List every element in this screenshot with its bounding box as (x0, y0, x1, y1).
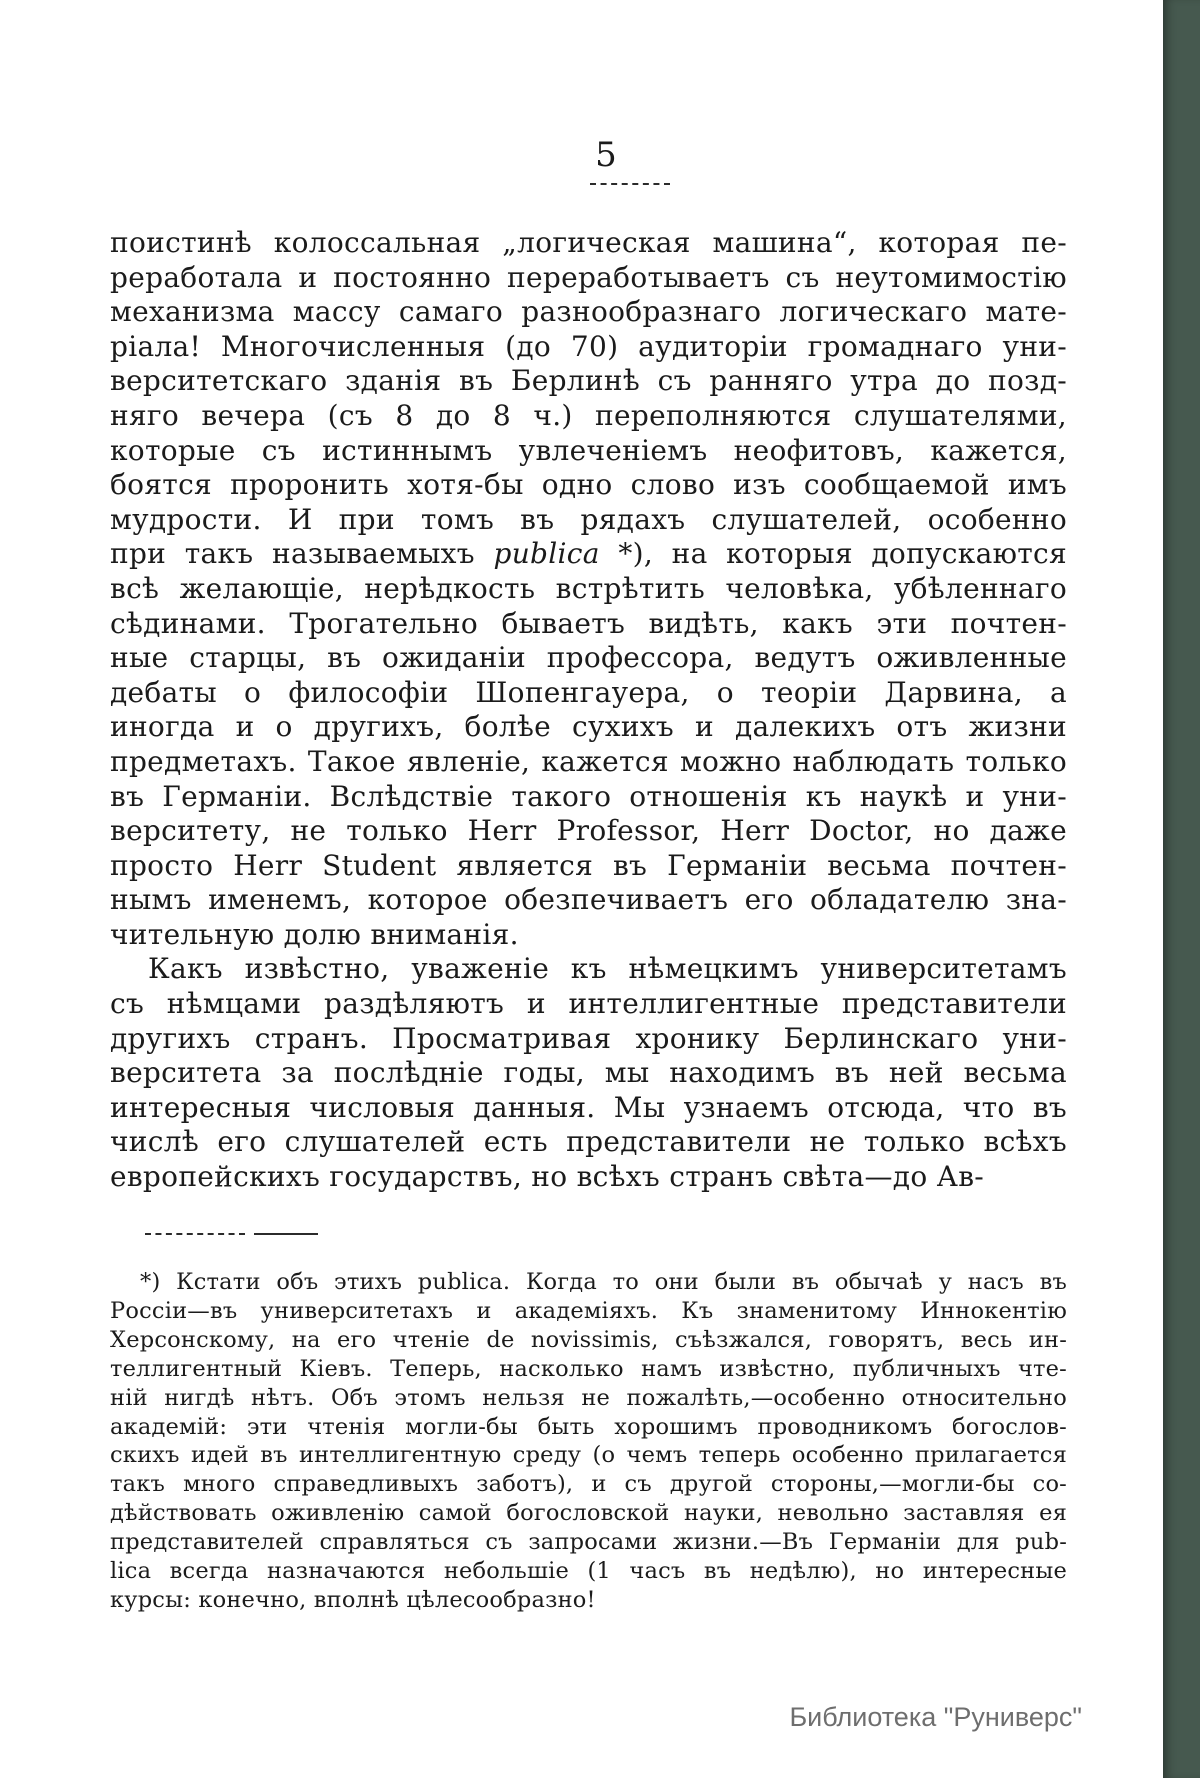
main-text (110, 226, 1067, 1195)
text-line: боятся проронить хотя-бы одно слово изъ сообщаемой имъ (110, 468, 1067, 502)
text-line: няго вечера (съ 8 до 8 ч.) переполняются слушателями, (110, 398, 1067, 432)
text-line: нымъ именемъ, которое обезпечиваетъ его обладателю зна- (110, 883, 1067, 917)
text-line: съ нѣмцами раздѣляютъ и интеллигентные представители (110, 987, 1067, 1021)
text-line: верситетскаго зданія въ Берлинѣ съ ранняго утра до позд- (110, 364, 1067, 398)
watermark-text: Библиотека "Руниверс" (789, 1702, 1082, 1732)
text-line: реработала и постоянно переработываетъ съ неутомимостію (110, 260, 1067, 294)
text-line: ній нигдѣ нѣтъ. Объ этомъ нельзя не пожалѣть,—особенно относительно (110, 1384, 1067, 1411)
text-line: верситета за послѣдніе годы, мы находимъ въ ней весьма (110, 1056, 1067, 1090)
footnote-divider-dashes (145, 1233, 245, 1235)
page-header (128, 136, 1085, 185)
text-line: ные старцы, въ ожиданіи профессора, ведутъ оживленные (110, 641, 1067, 675)
paragraph (110, 226, 1067, 952)
page-number: 5 (595, 135, 618, 175)
text-line: lica всегда назначаются небольшіе (1 часъ въ недѣлю), но интересные (110, 1558, 1067, 1585)
footnote (110, 1268, 1067, 1615)
text-line: которые съ истиннымъ увлеченіемъ неофитовъ, кажется, (110, 433, 1067, 467)
text-line: академій: эти чтенія могли-бы быть хорошимъ проводникомъ богослов- (110, 1413, 1067, 1440)
text-line: механизма массу самаго разнообразнаго логическаго мате- (110, 295, 1067, 329)
text-line: теллигентный Кіевъ. Теперь, насколько намъ извѣстно, публичныхъ чте- (110, 1355, 1067, 1382)
footnote-divider-line (254, 1233, 318, 1235)
text-line: числѣ его слушателей есть представители не только всѣхъ (110, 1125, 1067, 1159)
text-line: при такъ называемыхъ publica *), на которыя допускаются (110, 537, 1067, 571)
footnote-paragraph (110, 1268, 1067, 1615)
text-line: поистинѣ колоссальная „логическая машина“, которая пе- (110, 226, 1067, 259)
text-line: иногда и о другихъ, болѣе сухихъ и далекихъ отъ жизни (110, 710, 1067, 744)
text-line: такъ много справедливыхъ заботъ), и съ другой стороны,—могли-бы со- (110, 1471, 1067, 1498)
paragraph (110, 952, 1067, 1194)
text-line: европейскихъ государствъ, но всѣхъ странъ свѣта—до Ав- (110, 1160, 985, 1194)
text-line: скихъ идей въ интеллигентную среду (о чемъ теперь особенно прилагается (110, 1442, 1067, 1469)
text-line: верситету, не только Herr Professor, Herr Doctor, но даже (110, 814, 1067, 848)
text-line: просто Herr Student является въ Германіи весьма почтен- (110, 848, 1067, 882)
text-line: сѣдинами. Трогательно бываетъ видѣть, какъ эти почтен- (110, 606, 1067, 640)
text-line: чительную долю вниманія. (110, 917, 519, 951)
text-line: Херсонскому, на его чтеніе de novissimis, съѣзжался, говорятъ, весь ин- (110, 1326, 1067, 1353)
text-line: курсы: конечно, вполнѣ цѣлесообразно! (110, 1586, 596, 1613)
text-line: Россіи—въ университетахъ и академіяхъ. Къ знаменитому Иннокентію (110, 1297, 1067, 1324)
text-line: дѣйствовать оживленію самой богословской науки, невольно заставляя ея (110, 1500, 1067, 1527)
scan-edge-band (1163, 0, 1200, 1778)
text-line: *) Кстати объ этихъ publica. Когда то они были въ обычаѣ у насъ въ (140, 1269, 1067, 1295)
text-line: другихъ странъ. Просматривая хронику Берлинскаго уни- (110, 1021, 1067, 1055)
footnote-divider (145, 1233, 318, 1235)
page-number-rule (590, 183, 670, 185)
text-line: въ Германіи. Вслѣдствіе такого отношенія къ наукѣ и уни- (110, 779, 1067, 813)
text-line: мудрости. И при томъ въ рядахъ слушателей, особенно (110, 502, 1067, 536)
text-line: Какъ извѣстно, уваженіе къ нѣмецкимъ университетамъ (148, 952, 1067, 986)
text-line: интересныя числовыя данныя. Мы узнаемъ отсюда, что въ (110, 1090, 1067, 1124)
text-line: предметахъ. Такое явленіе, кажется можно наблюдать только (110, 744, 1067, 778)
text-line: всѣ желающіе, нерѣдкость встрѣтить человѣка, убѣленнаго (110, 571, 1067, 605)
text-line: ріала! Многочисленныя (до 70) аудиторіи громаднаго уни- (110, 329, 1067, 363)
text-line: представителей справляться съ запросами жизни.—Въ Германіи для pub- (110, 1529, 1067, 1556)
text-line: дебаты о философіи Шопенгауера, о теоріи Дарвина, а (110, 675, 1067, 709)
